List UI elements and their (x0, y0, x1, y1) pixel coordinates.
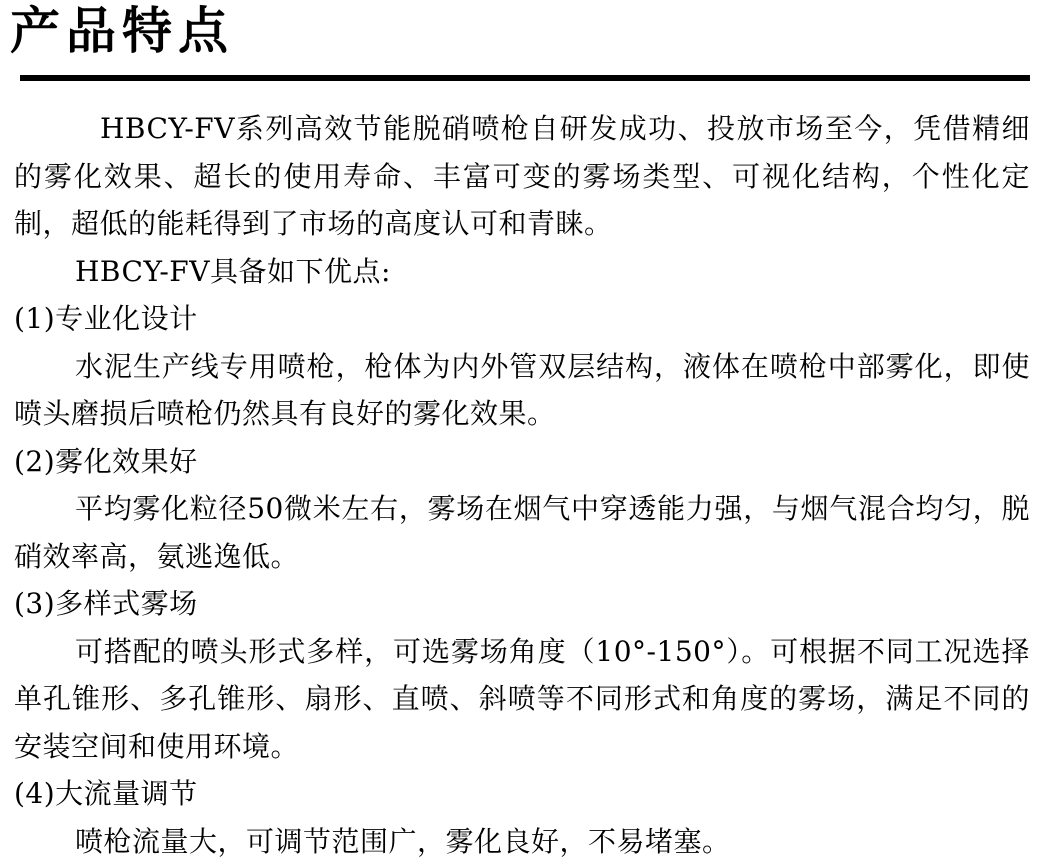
paragraph-intro: HBCY-FV系列高效节能脱硝喷枪自研发成功、投放市场至今，凭借精细的雾化效果、超长的使用寿命、丰富可变的雾场类型、可视化结构，个性化定制，超低的能耗得到了市场的高度认可和青睐。 (14, 112, 1030, 240)
list-item-1-body: 水泥生产线专用喷枪，枪体为内外管双层结构，液体在喷枪中部雾化，即使喷头磨损后喷枪仍然具有良好的雾化效果。 (14, 349, 1030, 430)
page-title: 产品特点 (10, 1, 234, 60)
list-item-2-heading: (2)雾化效果好 (14, 444, 198, 478)
list-item-4-body: 喷枪流量大，可调节范围广，雾化良好，不易堵塞。 (75, 824, 731, 857)
title-divider (20, 75, 1030, 81)
list-item-1-heading: (1)专业化设计 (14, 302, 198, 335)
list-item-3-heading: (3)多样式雾场 (14, 587, 198, 620)
paragraph-advantages-lead: HBCY-FV具备如下优点: (75, 254, 391, 288)
list-item-4-heading: (4)大流量调节 (14, 777, 198, 810)
list-item-2-body: 平均雾化粒径50微米左右，雾场在烟气中穿透能力强，与烟气混合均匀，脱硝效率高，氨逃逸低。 (14, 492, 1030, 573)
list-item-3-body: 可搭配的喷头形式多样，可选雾场角度（10°-150°）。可根据不同工况选择单孔锥形、多孔锥形、扇形、直喷、斜喷等不同形式和角度的雾场，满足不同的安装空间和使用环境。 (14, 634, 1030, 763)
document-body (14, 105, 1030, 857)
